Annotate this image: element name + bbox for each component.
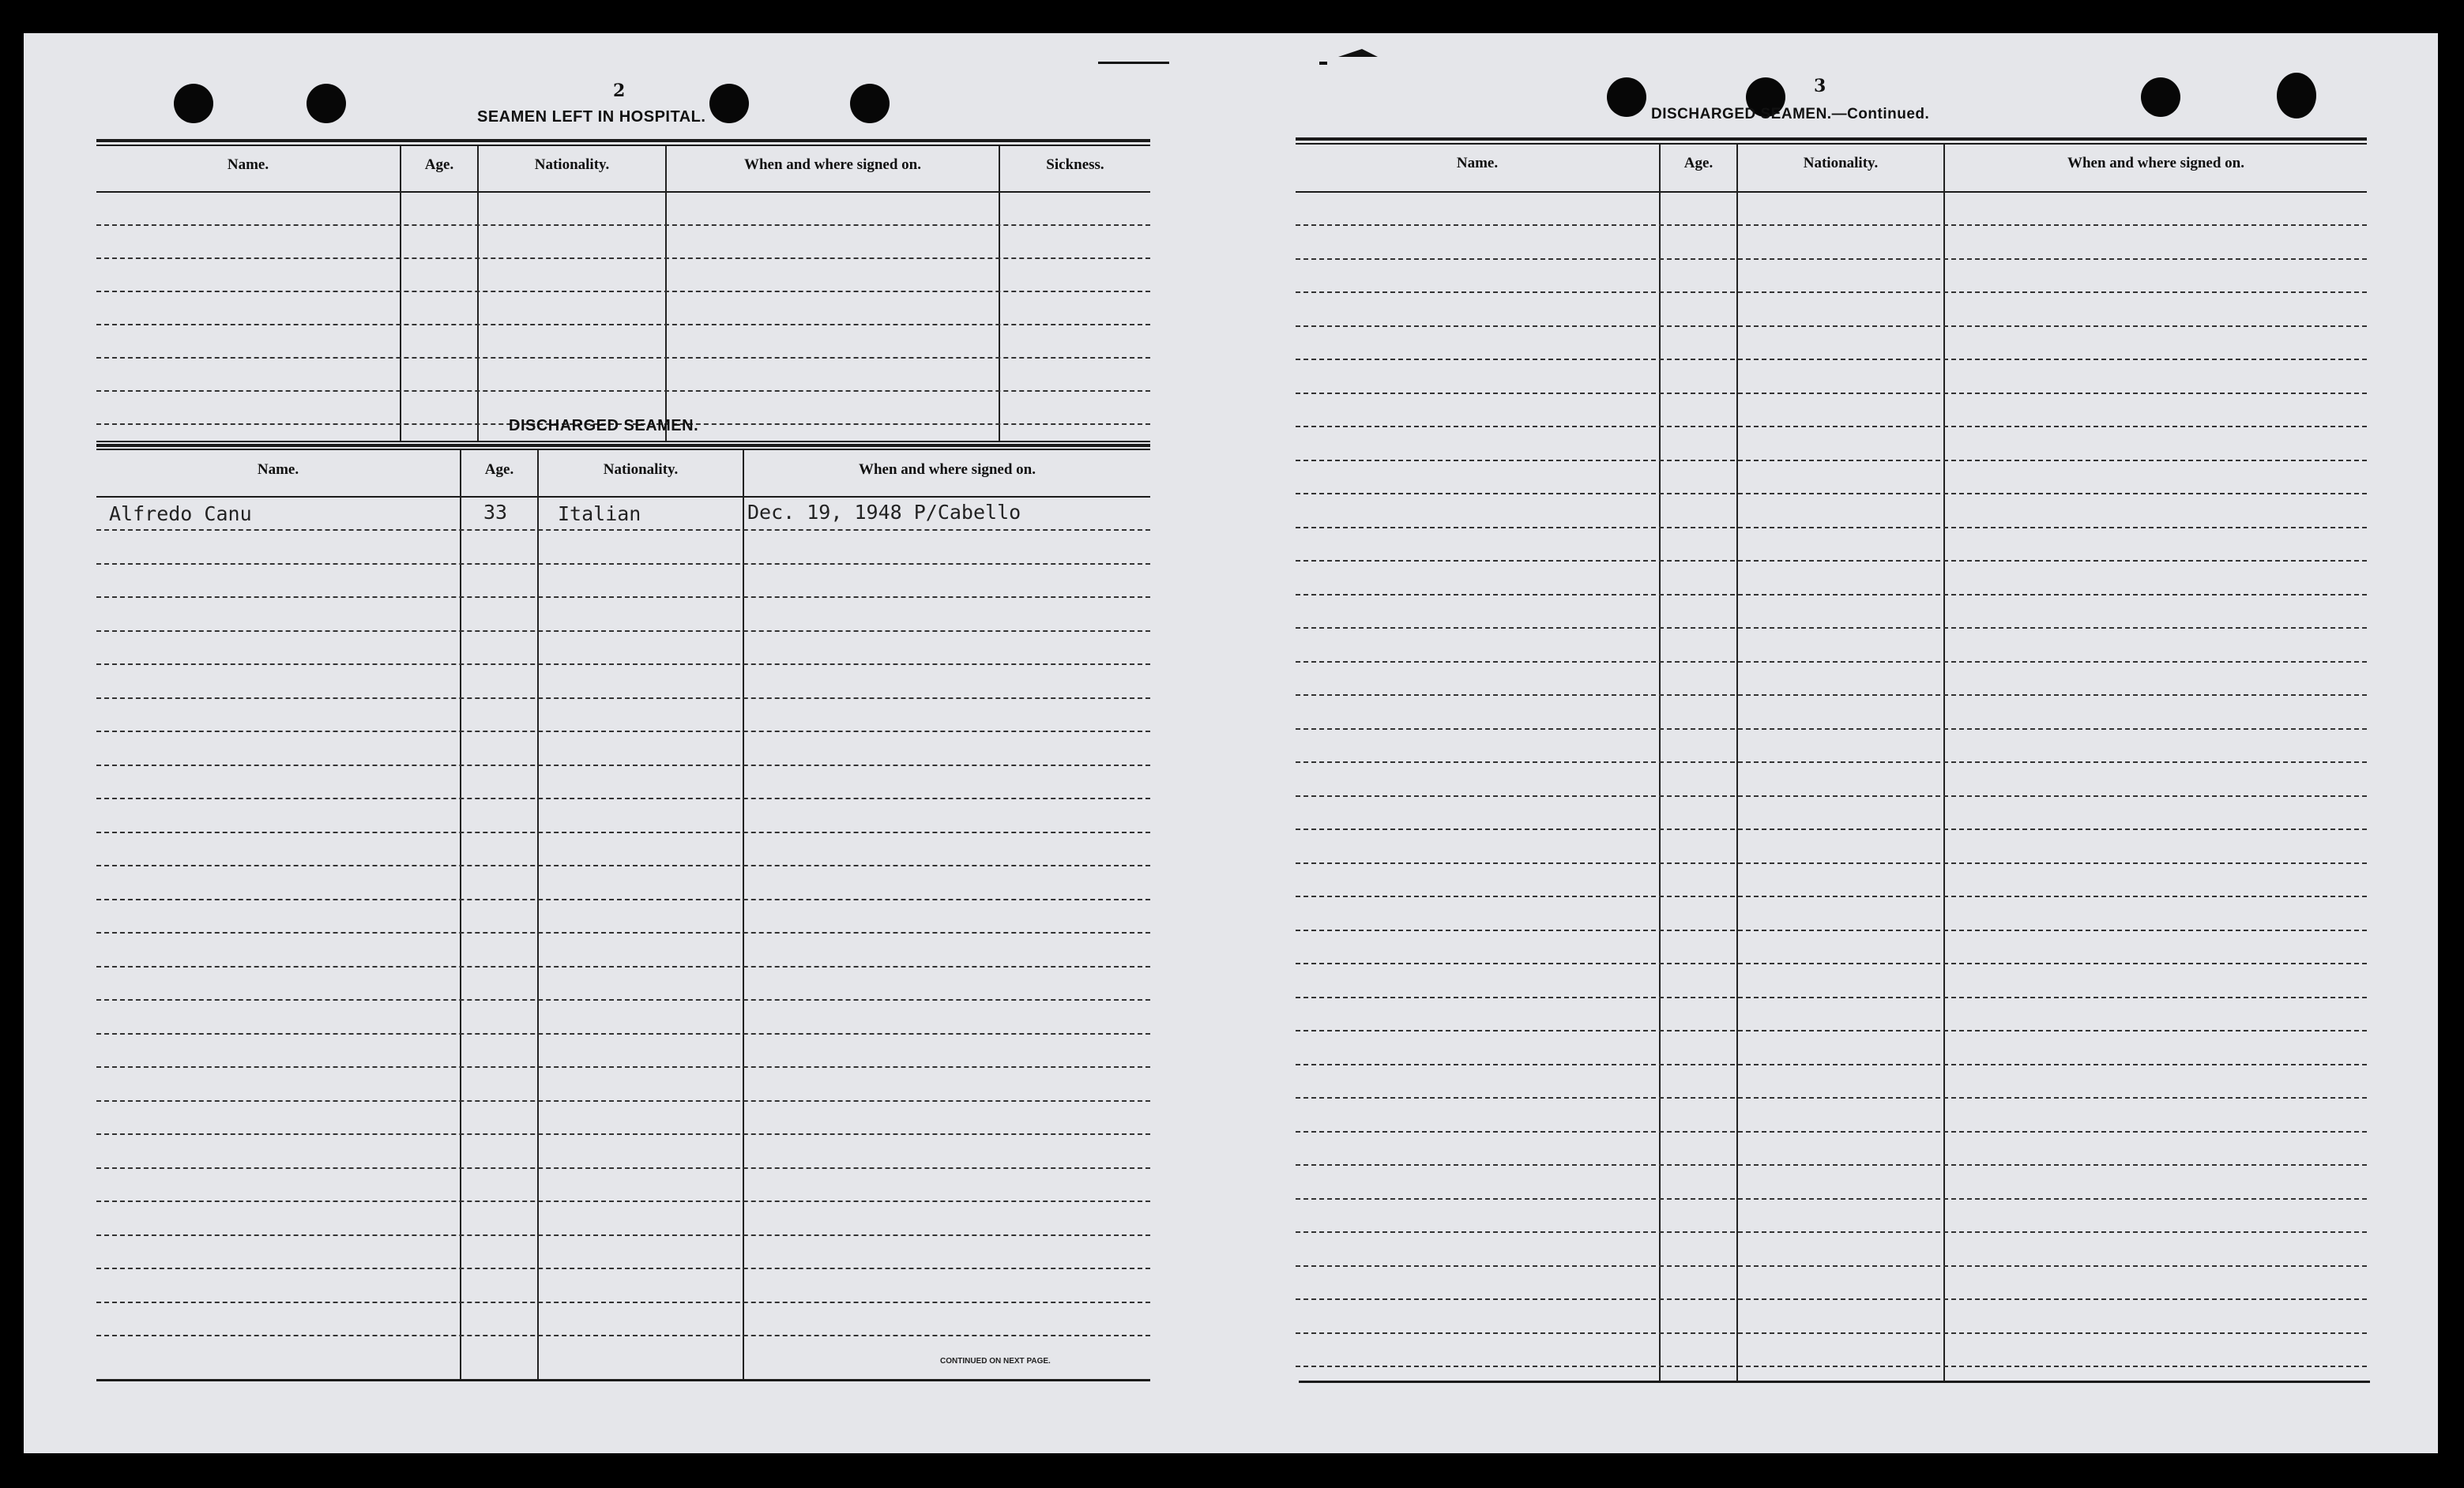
entry-line — [1296, 560, 2367, 562]
table-bottom-rule — [96, 441, 1150, 442]
entry-line — [96, 765, 1150, 766]
entry-line — [1296, 359, 2367, 360]
entry-line — [1296, 694, 2367, 696]
entry-line — [96, 663, 1150, 665]
entry-line — [1296, 1366, 2367, 1367]
entry-line — [1296, 761, 2367, 763]
hospital-header-name: Name. — [227, 156, 269, 173]
table-top-rule — [1296, 137, 2367, 141]
entry-line — [96, 832, 1150, 833]
entry-line — [96, 932, 1150, 934]
table-bottom-rule — [96, 1379, 1150, 1381]
right-header-age: Age. — [1683, 155, 1714, 171]
punch-hole — [709, 84, 749, 123]
entry-line — [1296, 594, 2367, 596]
entry-line — [1296, 426, 2367, 427]
seaman-age: 33 — [483, 501, 508, 524]
entry-line — [96, 563, 1150, 565]
entry-line — [1296, 224, 2367, 226]
entry-line — [1296, 829, 2367, 830]
hospital-header-age: Age. — [424, 156, 454, 173]
entry-line — [96, 529, 1150, 531]
entry-line — [96, 357, 1150, 359]
entry-line — [96, 390, 1150, 392]
entry-line — [96, 798, 1150, 799]
entry-line — [96, 999, 1150, 1001]
entry-line — [1296, 1131, 2367, 1133]
header-underline — [96, 191, 1150, 193]
table-top-rule — [96, 139, 1150, 142]
seaman-signed-on: Dec. 19, 1948 P/Cabello — [747, 501, 1021, 524]
hospital-header-sickness: Sickness. — [1046, 156, 1104, 173]
punch-hole — [174, 84, 213, 123]
right-header-signed-on: When and where signed on. — [2067, 155, 2244, 171]
discharged-header-name: Name. — [257, 461, 299, 478]
punch-hole — [2141, 77, 2180, 117]
entry-line — [1296, 896, 2367, 897]
entry-line — [96, 1268, 1150, 1269]
entry-line — [1296, 1164, 2367, 1166]
column-divider — [477, 146, 479, 442]
entry-line — [96, 697, 1150, 699]
column-divider — [537, 450, 539, 1381]
entry-line — [1296, 862, 2367, 864]
entry-line — [1296, 1231, 2367, 1233]
entry-line — [96, 731, 1150, 732]
table-top-rule — [1296, 143, 2367, 145]
hospital-section-title: SEAMEN LEFT IN HOSPITAL. — [477, 108, 706, 126]
punch-hole — [850, 84, 890, 123]
entry-line — [96, 865, 1150, 866]
punch-hole — [307, 84, 346, 123]
entry-line — [96, 966, 1150, 968]
entry-line — [1296, 661, 2367, 663]
entry-line — [1296, 930, 2367, 931]
entry-line — [96, 1234, 1150, 1236]
entry-line — [1296, 1030, 2367, 1031]
entry-line — [96, 324, 1150, 325]
entry-line — [1296, 997, 2367, 998]
table-bottom-rule — [1299, 1381, 2370, 1383]
entry-line — [96, 596, 1150, 598]
entry-line — [1296, 963, 2367, 964]
right-section-title: DISCHARGED SEAMEN.—Continued. — [1651, 106, 1930, 122]
hospital-header-signed-on: When and where signed on. — [743, 156, 921, 173]
entry-line — [1296, 1097, 2367, 1099]
right-header-name: Name. — [1456, 155, 1499, 171]
column-divider — [460, 450, 461, 1381]
entry-line — [1296, 258, 2367, 260]
entry-line — [1296, 493, 2367, 494]
entry-line — [1296, 527, 2367, 528]
entry-line — [96, 1167, 1150, 1169]
punch-hole — [1607, 77, 1646, 117]
entry-line — [1296, 325, 2367, 327]
page-number-right: 3 — [1814, 76, 1826, 96]
entry-line — [1296, 627, 2367, 629]
scan-mark — [1338, 49, 1378, 57]
entry-line — [1296, 1332, 2367, 1334]
hospital-header-nationality: Nationality. — [534, 156, 610, 173]
discharged-section-title: DISCHARGED SEAMEN. — [509, 417, 699, 434]
punch-hole — [2277, 73, 2316, 118]
entry-line — [96, 1033, 1150, 1035]
entry-line — [96, 257, 1150, 259]
entry-line — [1296, 291, 2367, 293]
scan-mark — [1098, 62, 1169, 64]
table-top-rule — [96, 449, 1150, 450]
table-top-rule — [96, 444, 1150, 446]
entry-line — [1296, 728, 2367, 730]
entry-line — [1296, 393, 2367, 394]
column-divider — [999, 146, 1000, 442]
page-number-left: 2 — [613, 81, 626, 101]
seaman-name: Alfredo Canu — [109, 502, 252, 525]
column-divider — [400, 146, 401, 442]
entry-line — [96, 1066, 1150, 1068]
continued-note: CONTINUED ON NEXT PAGE. — [940, 1357, 1051, 1366]
entry-line — [1296, 795, 2367, 797]
entry-line — [1296, 1298, 2367, 1300]
seaman-nationality: Italian — [558, 502, 641, 525]
entry-line — [1296, 1198, 2367, 1200]
entry-line — [96, 630, 1150, 632]
entry-line — [96, 1100, 1150, 1102]
entry-line — [1296, 460, 2367, 461]
entry-line — [1296, 1265, 2367, 1267]
header-underline — [1296, 191, 2367, 193]
discharged-header-nationality: Nationality. — [603, 461, 679, 478]
entry-line — [96, 224, 1150, 226]
scan-mark — [1319, 62, 1327, 65]
discharged-header-signed-on: When and where signed on. — [858, 461, 1036, 478]
discharged-header-age: Age. — [484, 461, 514, 478]
entry-line — [96, 1133, 1150, 1135]
table-top-rule — [96, 145, 1150, 146]
header-underline — [96, 496, 1150, 498]
column-divider — [743, 450, 744, 1381]
entry-line — [96, 291, 1150, 292]
entry-line — [96, 1335, 1150, 1336]
column-divider — [665, 146, 667, 442]
entry-line — [96, 1302, 1150, 1303]
entry-line — [1296, 1064, 2367, 1065]
entry-line — [96, 1201, 1150, 1202]
right-header-nationality: Nationality. — [1803, 155, 1879, 171]
entry-line — [96, 899, 1150, 900]
document-sheet — [24, 33, 2438, 1453]
